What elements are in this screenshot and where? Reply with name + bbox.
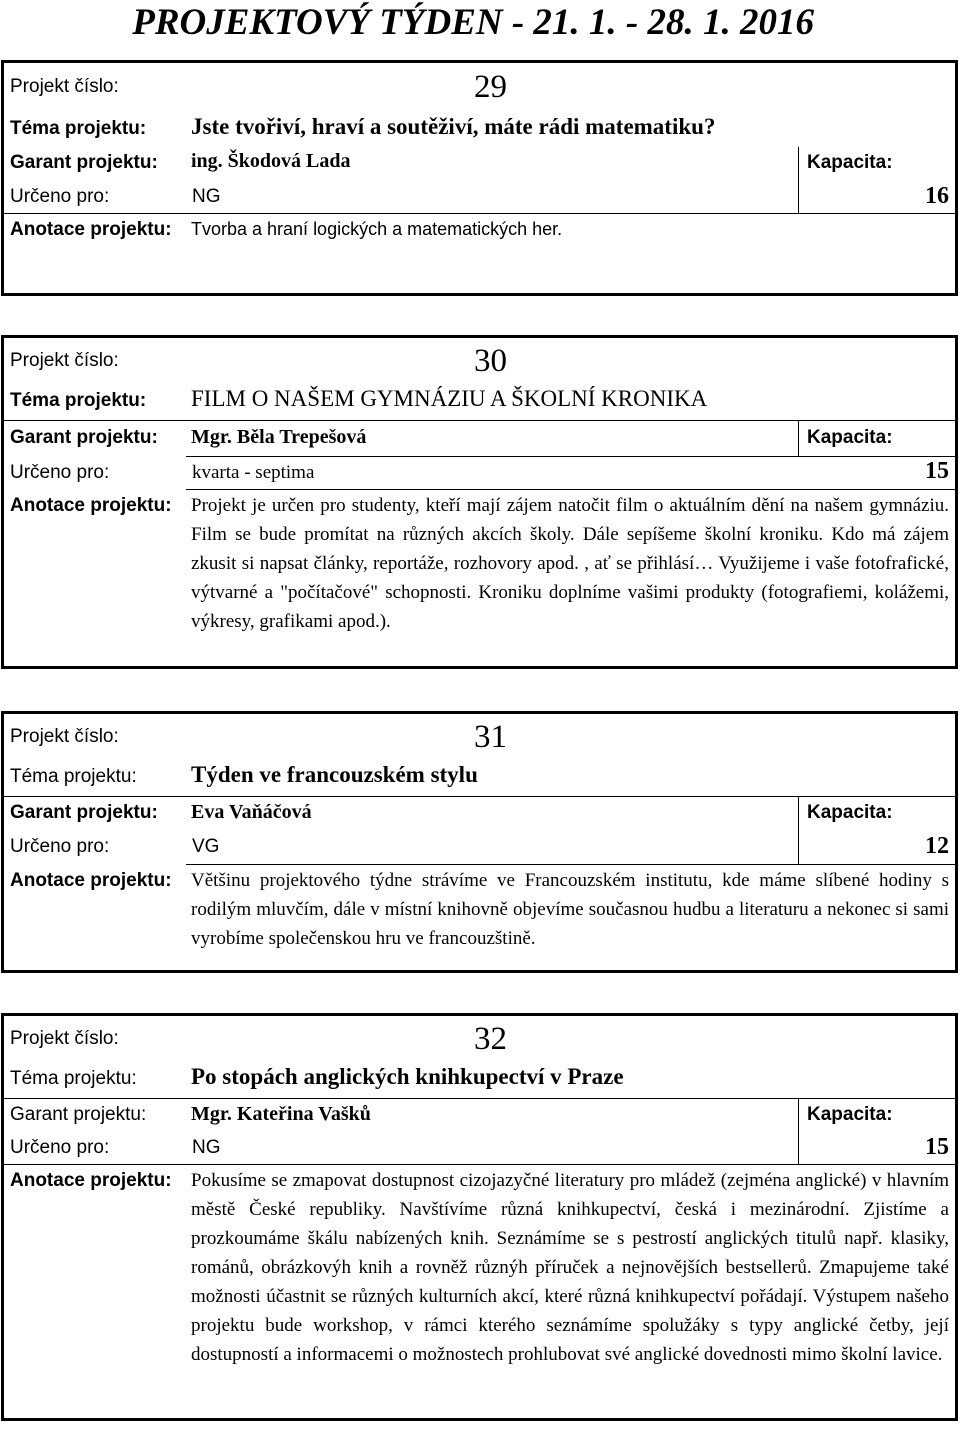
project-number: 30: [474, 343, 507, 379]
intended-for-value: kvarta - septima: [192, 462, 315, 483]
project-number-label: Projekt číslo:: [10, 726, 119, 747]
topic-label: Téma projektu:: [10, 390, 147, 411]
divider: [186, 864, 955, 865]
project-guarantor: ing. Škodová Lada: [191, 150, 351, 172]
project-annotation: Projekt je určen pro studenty, kteří mají zájem natočit film o aktuálním dění na našem gymnáziu. Film se bude promítat na různých akcích školy. Dále sepíšeme školní kroniku. Kdo má zájem zkusit si napsat články, reportáže, rozhovory apod. , ať se přihlásí… Využijeme i vaše fotofrafické, výtvarné a "počítačové" schopnosti. Kroniku doplníme vašimi produkty (fotografiemi, kolážemi, výkresy, grafikami apod.).: [191, 495, 949, 632]
divider: [186, 489, 955, 490]
guarantor-label: Garant projektu:: [10, 802, 158, 823]
intended-for-label: Určeno pro:: [10, 462, 110, 483]
divider: [4, 213, 955, 214]
project-number: 29: [474, 69, 507, 105]
guarantor-label: Garant projektu:: [10, 1104, 147, 1125]
project-number: 32: [474, 1021, 507, 1057]
divider: [4, 796, 955, 797]
annotation-label: Anotace projektu:: [10, 1170, 172, 1191]
capacity-value: 12: [925, 833, 949, 859]
divider: [798, 420, 799, 456]
intended-for-label: Určeno pro:: [10, 186, 110, 207]
divider: [186, 456, 955, 457]
intended-for-label: Určeno pro:: [10, 1137, 110, 1158]
project-guarantor: Mgr. Běla Trepešová: [191, 426, 367, 448]
project-card-29: [1, 60, 958, 296]
project-guarantor: Mgr. Kateřina Vašků: [191, 1103, 371, 1125]
topic-label: Téma projektu:: [10, 1068, 137, 1089]
project-annotation: Tvorba a hraní logických a matematických her.: [191, 219, 563, 239]
project-guarantor: Eva Vaňáčová: [191, 801, 312, 823]
divider: [4, 1164, 955, 1165]
project-card-32: [1, 1013, 958, 1421]
capacity-value: 15: [925, 1134, 949, 1160]
project-topic: FILM O NAŠEM GYMNÁZIU A ŠKOLNÍ KRONIKA: [191, 386, 708, 411]
guarantor-label: Garant projektu:: [10, 427, 158, 448]
divider: [798, 1098, 799, 1164]
annotation-label: Anotace projektu:: [10, 219, 172, 240]
project-number-label: Projekt číslo:: [10, 350, 119, 371]
intended-for-label: Určeno pro:: [10, 836, 110, 857]
project-annotation: Pokusíme se zmapovat dostupnost cizojazyčné literatury pro mládež (zejména anglické) v hlavním městě České republiky. Navštívíme různá knihkupectví, česká i mezinárodní. Zjistíme a prozkoumáme škálu nabízených knih. Seznámíme se s pestrostí anglických titulů např. klasiky, románů, obrázkovýh knih a rovněž různýh příruček a nejnovějších bestsellerů. Zmapujeme také možnosti účastnit se různých kulturních akcí, které různá knihkupectví pořádají. Výstupem našeho projektu bude workshop, v rámci kterého seznámíme spolužáky s typy anglické četby, její dostupností a informacemi o možnostech prohlubovat své anglické dovednosti mimo školní lavice.: [191, 1170, 949, 1365]
capacity-value: 16: [925, 183, 949, 209]
divider: [798, 796, 799, 864]
project-card-30: [1, 335, 958, 669]
capacity-label: Kapacita:: [807, 152, 893, 173]
annotation-label: Anotace projektu:: [10, 870, 172, 891]
annotation-label: Anotace projektu:: [10, 495, 172, 516]
divider: [4, 420, 955, 421]
intended-for-value: NG: [192, 186, 221, 207]
intended-for-value: VG: [192, 836, 220, 857]
project-card-31: [1, 711, 958, 973]
intended-for-value: NG: [192, 1137, 221, 1158]
capacity-label: Kapacita:: [807, 1104, 893, 1125]
topic-label: Téma projektu:: [10, 766, 137, 787]
project-number-label: Projekt číslo:: [10, 1028, 119, 1049]
project-topic: Týden ve francouzském stylu: [191, 762, 478, 787]
project-number-label: Projekt číslo:: [10, 76, 119, 97]
capacity-value: 15: [925, 458, 949, 484]
topic-label: Téma projektu:: [10, 118, 147, 139]
divider: [4, 1098, 955, 1099]
project-number: 31: [474, 719, 507, 755]
capacity-label: Kapacita:: [807, 427, 893, 448]
project-annotation: Většinu projektového týdne strávíme ve Francouzském institutu, kde máme slíbené hodiny s rodilým mluvčím, dále v místní knihovně objevíme současnou hudbu a literaturu a nekonec si sami vyrobíme společenskou hru ve francouzštině.: [191, 870, 949, 949]
guarantor-label: Garant projektu:: [10, 152, 158, 173]
divider: [798, 147, 799, 213]
project-topic: Po stopách anglických knihkupectví v Praze: [191, 1064, 624, 1089]
page-title: PROJEKTOVÝ TÝDEN - 21. 1. - 28. 1. 2016: [132, 2, 814, 43]
project-topic: Jste tvořiví, hraví a soutěživí, máte rádi matematiku?: [191, 114, 716, 139]
capacity-label: Kapacita:: [807, 802, 893, 823]
